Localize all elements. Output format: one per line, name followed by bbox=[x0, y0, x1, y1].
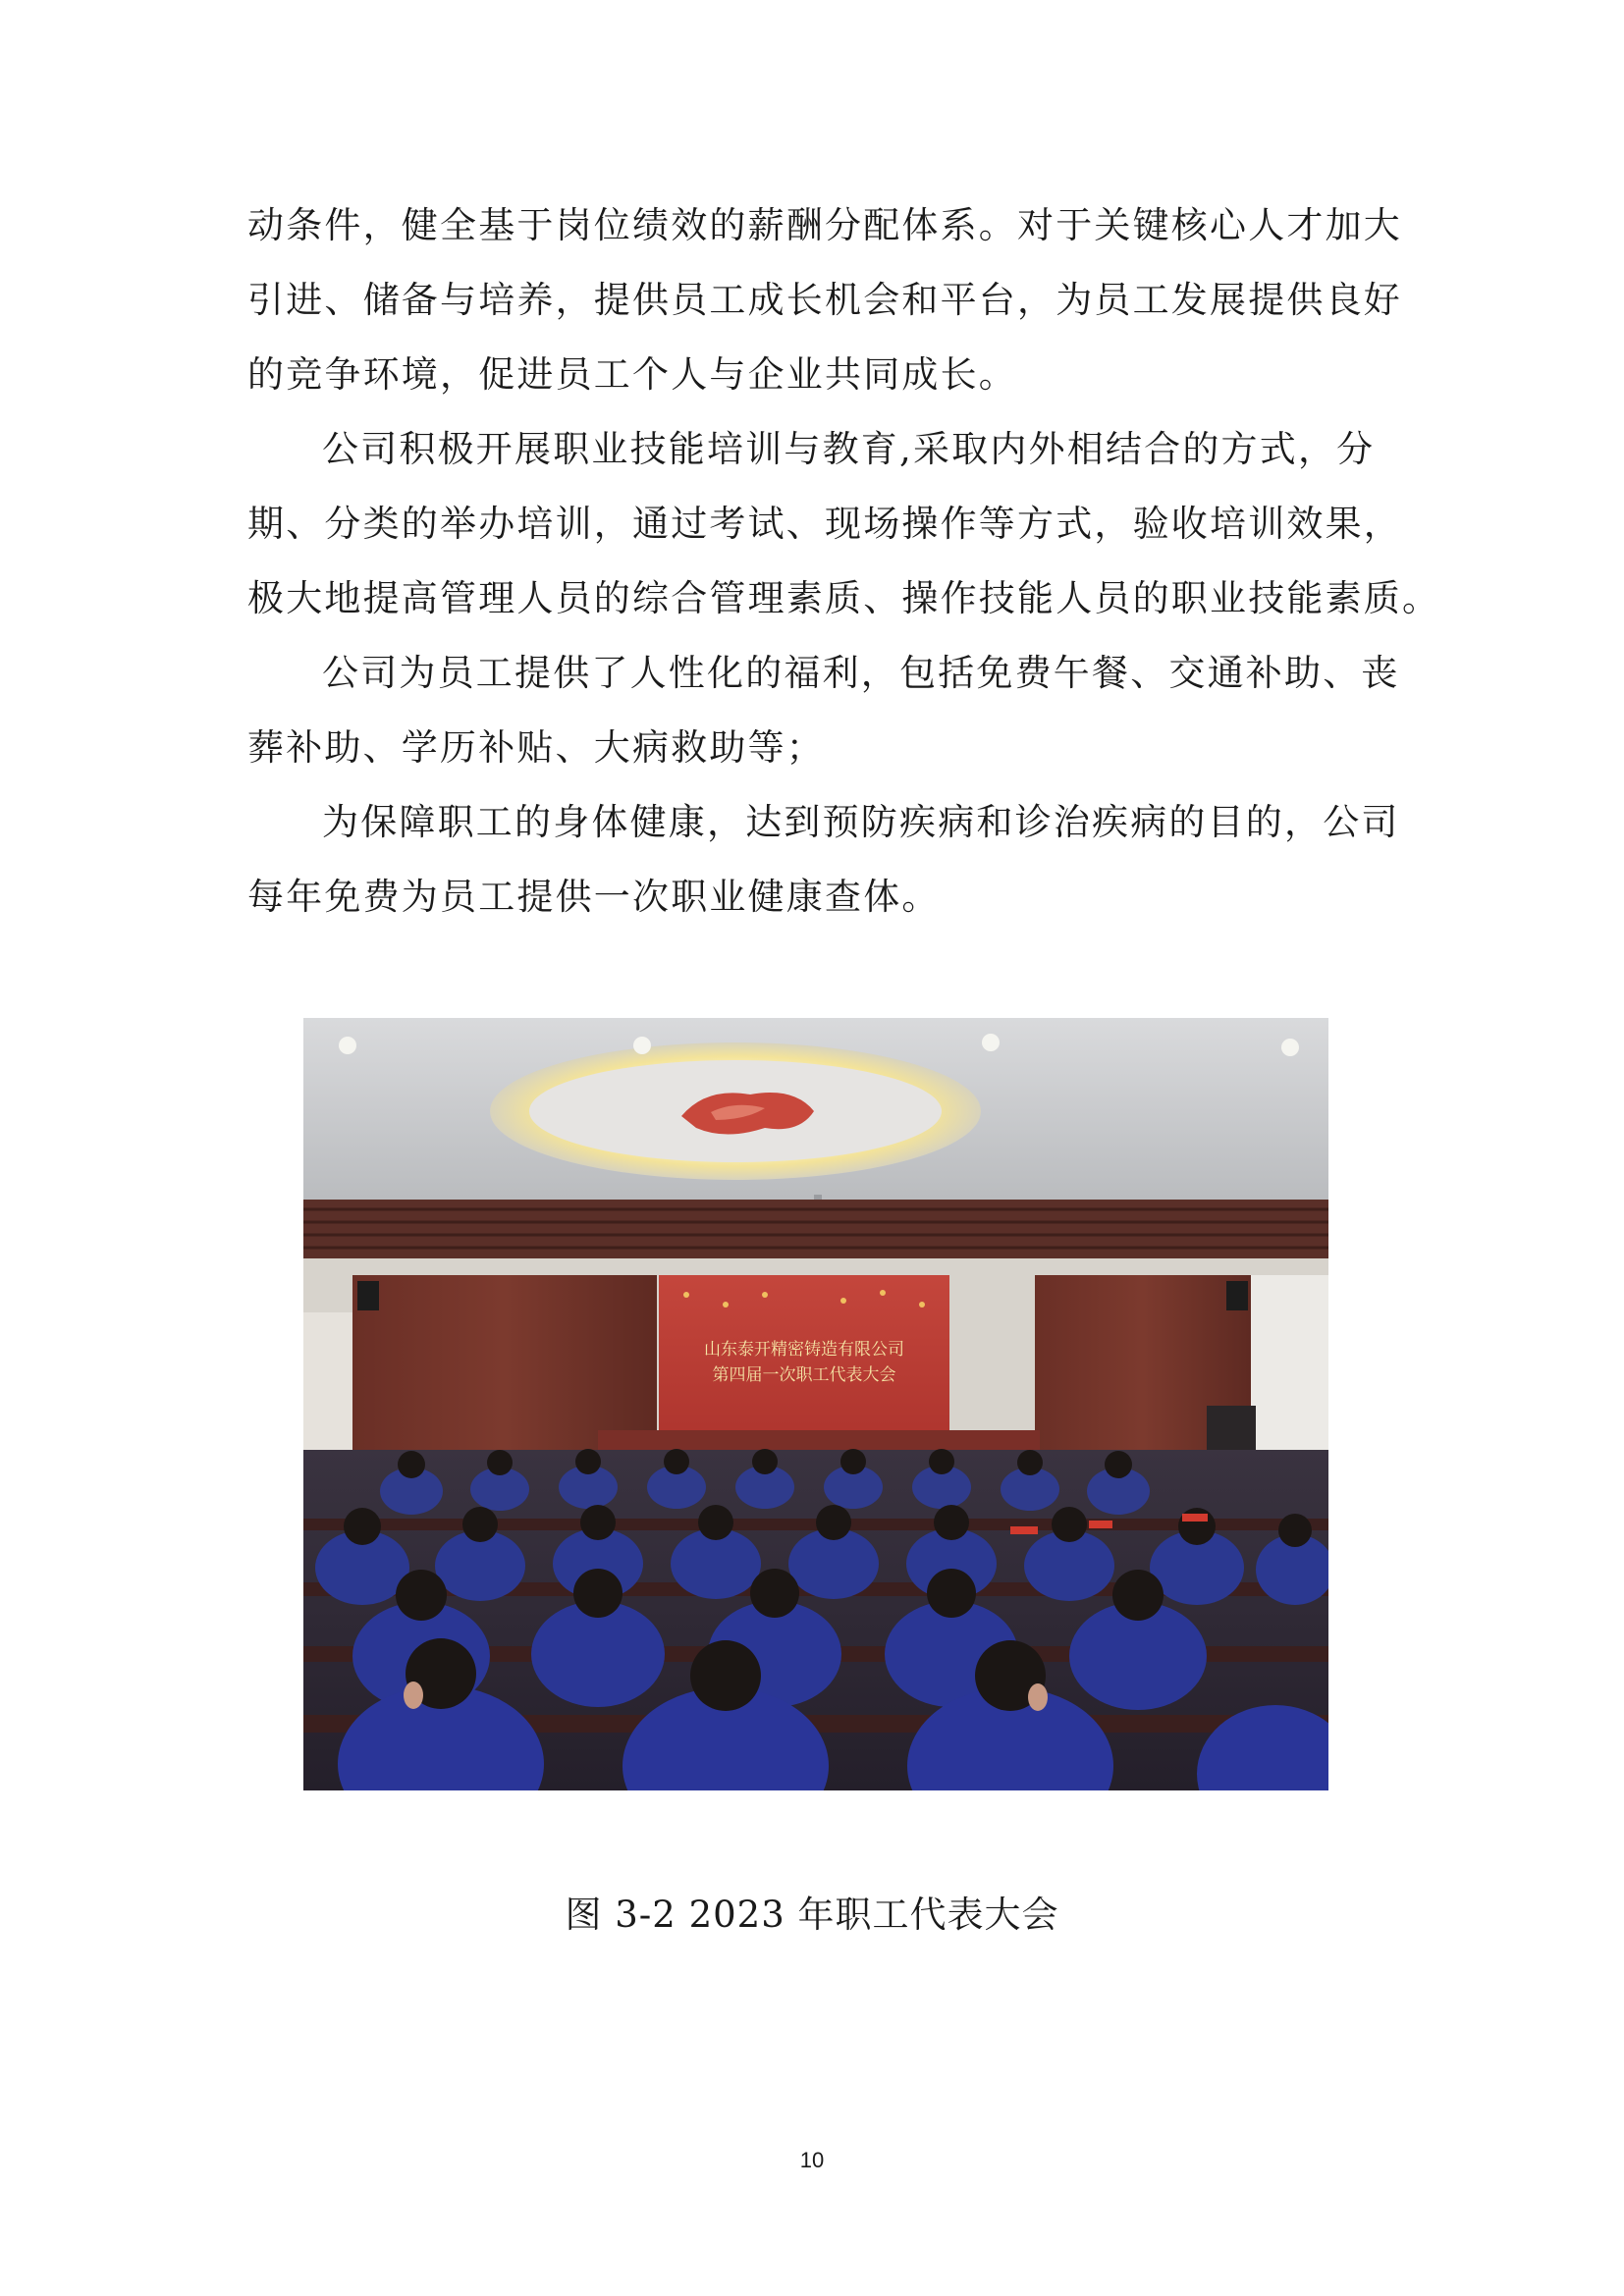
meeting-photo-illustration bbox=[303, 1018, 1328, 1790]
text-line: 动条件，健全基于岗位绩效的薪酬分配体系。对于关键核心人才加大 bbox=[247, 204, 1402, 246]
page-number: 10 bbox=[799, 2148, 825, 2172]
text-line: 葬补助、学历补贴、大病救助等； bbox=[247, 726, 825, 769]
text-line: 公司为员工提供了人性化的福利，包括免费午餐、交通补助、丧 bbox=[322, 652, 1400, 694]
paragraph-1 bbox=[247, 188, 1402, 412]
banner-title: 山东泰开精密铸造有限公司 bbox=[704, 1340, 904, 1360]
figure-caption: 图 3-2 2023 年职工代表大会 bbox=[565, 1894, 1059, 1936]
text-line: 引进、储备与培养，提供员工成长机会和平台，为员工发展提供良好 bbox=[247, 279, 1402, 321]
banner-subtitle: 第四届一次职工代表大会 bbox=[712, 1365, 896, 1385]
body-text bbox=[247, 188, 1441, 934]
paragraph-4 bbox=[247, 785, 1400, 934]
text-line: 的竞争环境，促进员工个人与企业共同成长。 bbox=[247, 353, 1017, 396]
text-line: 期、分类的举办培训，通过考试、现场操作等方式，验收培训效果， bbox=[247, 503, 1402, 545]
text-line: 每年免费为员工提供一次职业健康查体。 bbox=[247, 876, 941, 918]
text-line: 公司积极开展职业技能培训与教育,采取内外相结合的方式，分 bbox=[322, 428, 1376, 470]
paragraph-2 bbox=[247, 412, 1441, 636]
meeting-photo bbox=[303, 1018, 1328, 1790]
paragraph-3 bbox=[247, 636, 1400, 785]
text-line: 为保障职工的身体健康，达到预防疾病和诊治疾病的目的，公司 bbox=[322, 801, 1400, 843]
text-line: 极大地提高管理人员的综合管理素质、操作技能人员的职业技能素质。 bbox=[247, 577, 1441, 619]
